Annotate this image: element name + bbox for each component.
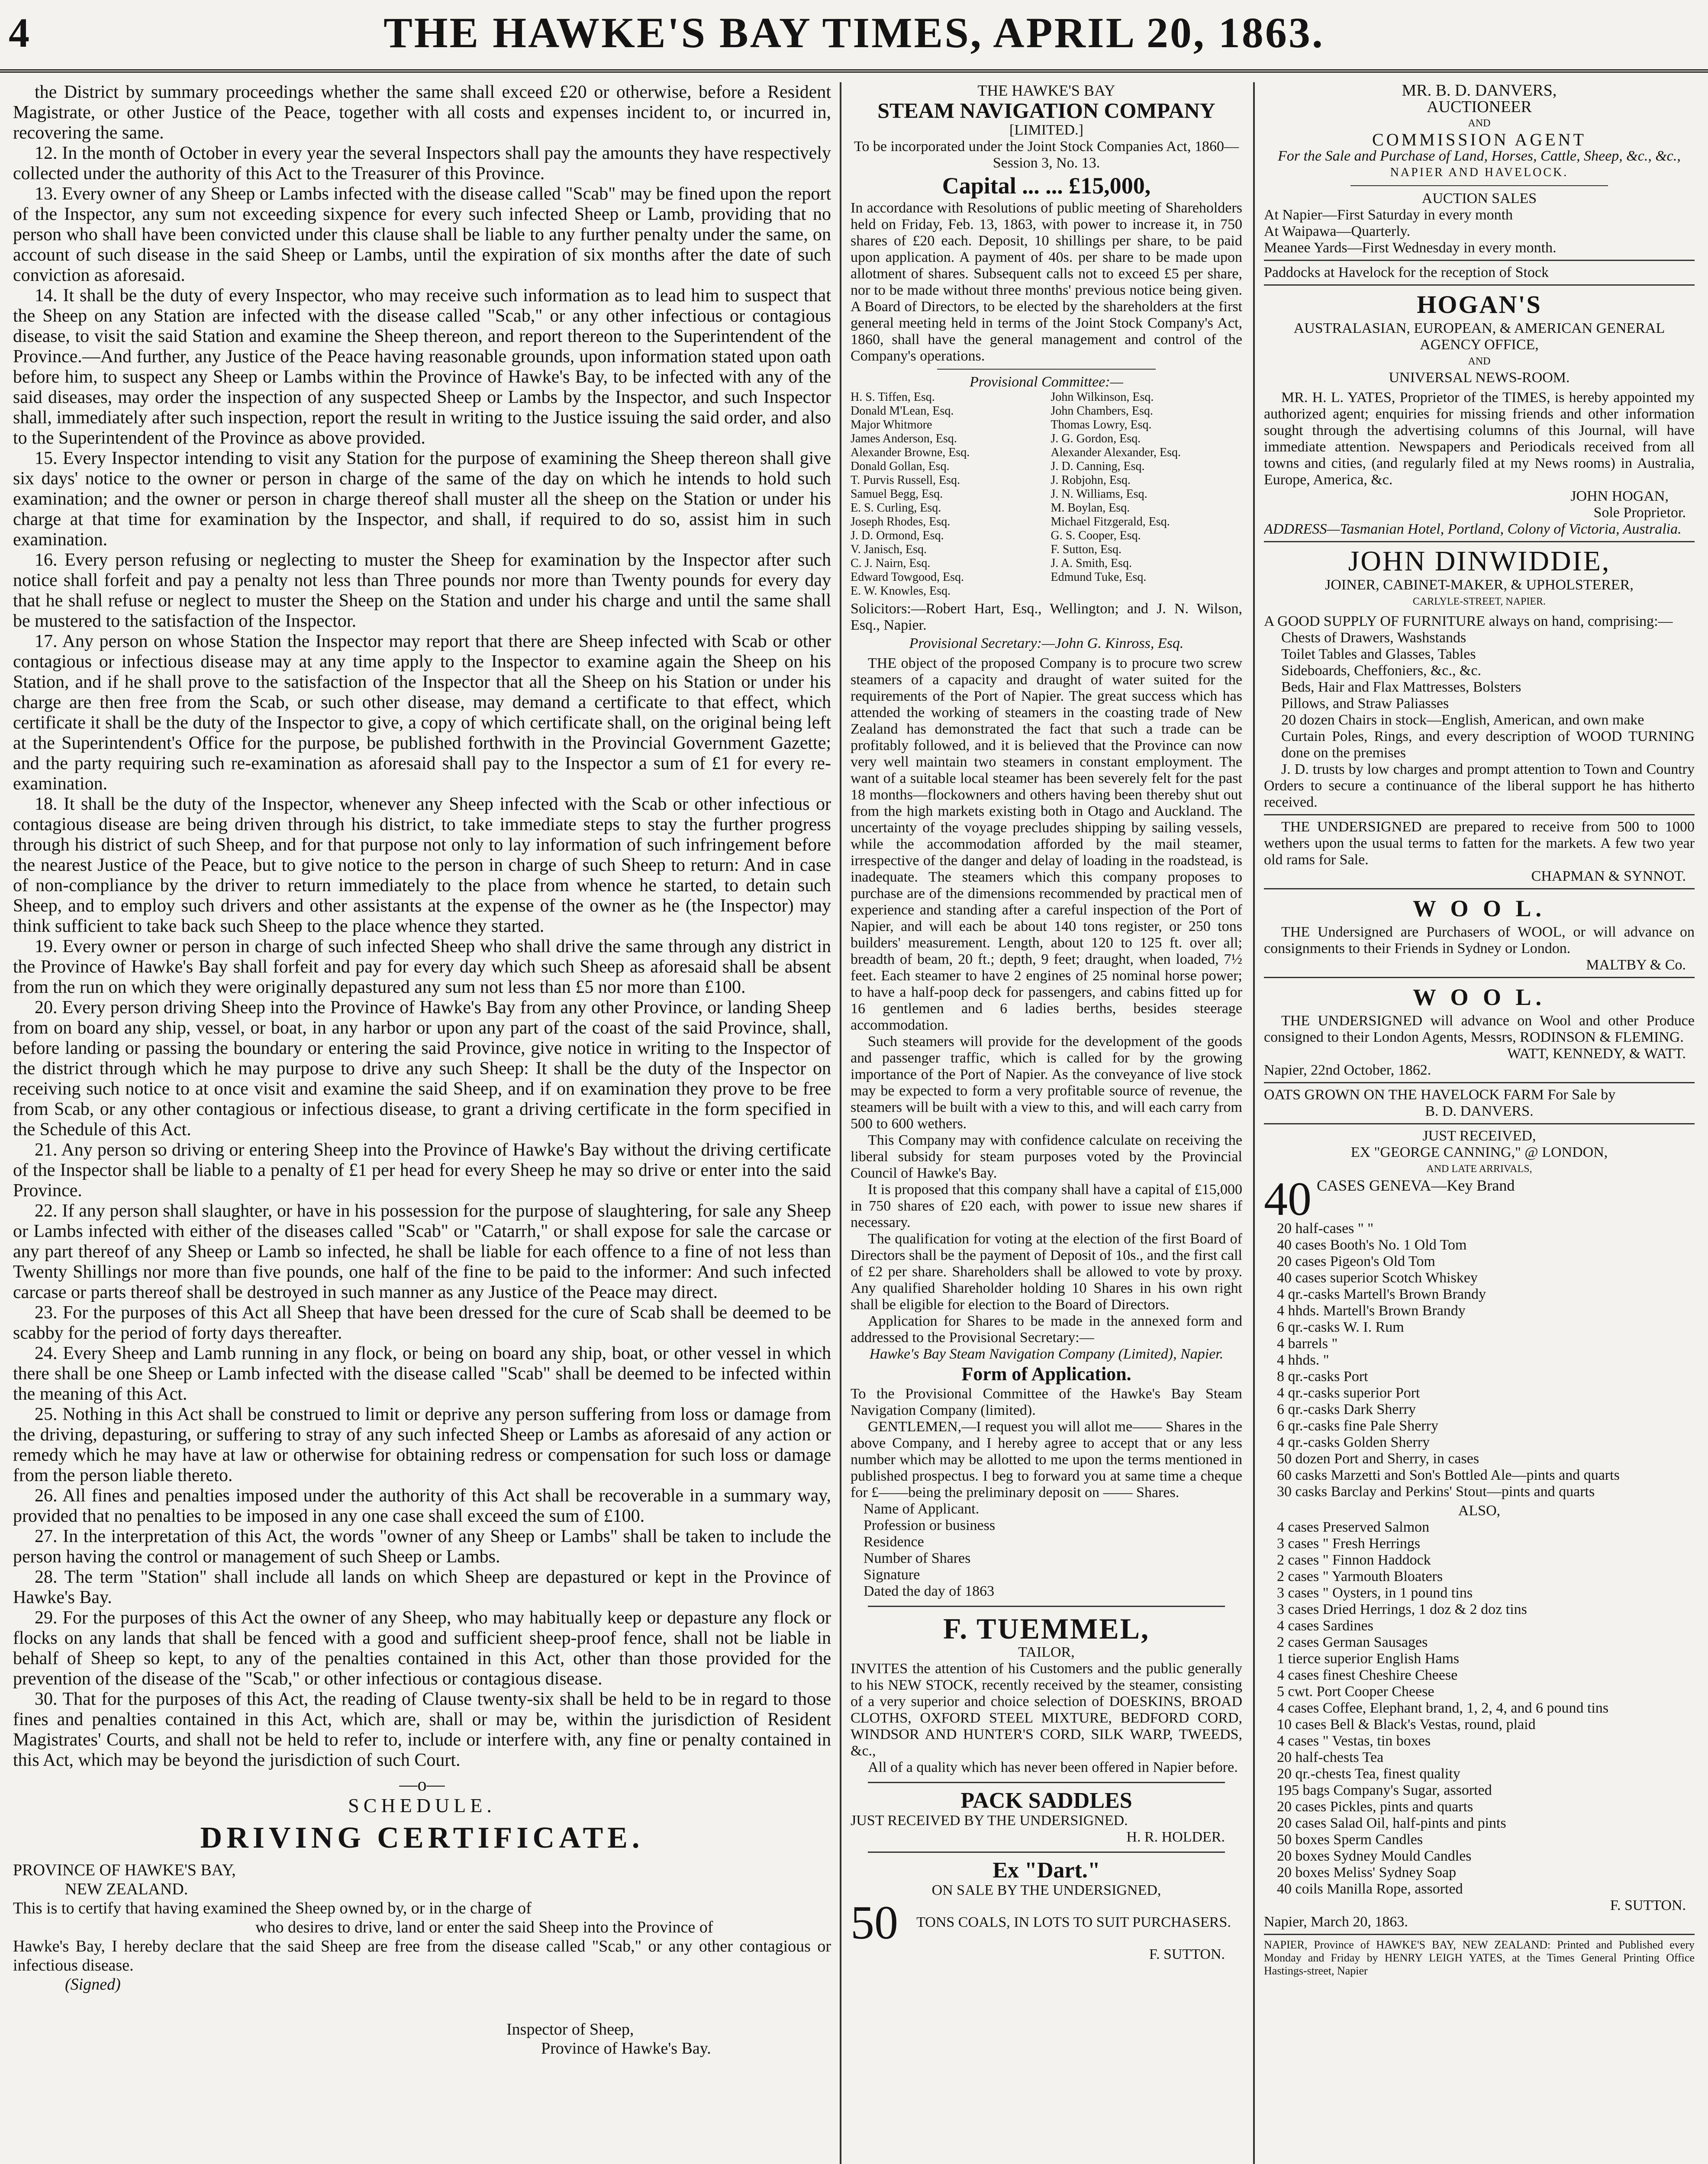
committee-member: J. Robjohn, Esq. [1051,473,1131,487]
committee-member: Michael Fitzgerald, Esq. [1051,515,1170,528]
goods-item: 6 qr.-casks W. I. Rum [1277,1319,1404,1335]
form-to: To the Provisional Committee of the Hawke's Bay Steam Navigation Company (limited). [851,1386,1242,1418]
hogan-text: MR. H. L. YATES, Proprietor of the TIMES, is hereby appointed my authorized agent; enquiries for missing friends and other information sought through the advertising columns of this Journal, will have immediate attention. Newspapers and Periodicals received from all towns and cities, (and regularly filed at my News rooms) in Australia, Europe, America, &c. [1264,390,1695,488]
geneva-line: CASES GENEVA—Key Brand [1317,1177,1515,1194]
goods-item: 10 cases Bell & Black's Vestas, round, plaid [1277,1716,1536,1732]
sale-of: For the Sale and Purchase of Land, Horses, Cattle, Sheep, &c., &c., [1278,148,1681,164]
geneva-block [1264,1172,1695,1225]
act-clauses [13,82,831,1771]
divider [1350,185,1608,186]
goods-item: 3 cases Dried Herrings, 1 doz & 2 doz tins [1277,1601,1527,1617]
goods-item: 2 cases " Finnon Haddock [1277,1552,1431,1568]
imprint: NAPIER, Province of HAWKE'S BAY, NEW ZEALAND: Printed and Published every Monday and Friday by HENRY LEIGH YATES, at the Times General Printing Office Hastings-street, Napier [1264,1939,1695,1977]
furniture-item: Beds, Hair and Flax Mattresses, Bolsters [1281,679,1521,695]
divider [937,369,1156,370]
furniture-items [1264,630,1695,761]
divider [1264,284,1695,286]
column-sheep-act [13,82,831,2164]
act-clause: 17. Any person on whose Station the Inspector may report that there are Sheep infected with Scab or other contagious or infectious disease may at any time apply to the Inspector to examine again the Sheep on his Station, and if he shall prove to the satisfaction of the Inspector that all the Sheep on his Station or under his charge are then free from the Scab, or such other disease, may demand a certificate to that effect, which certificate it shall be the duty of the Inspector to give, a copy of which certificate shall, on the original being left at the Superintendent's Office for the purpose, be published forthwith in the Provincial Government Gazette; and the party requiring such re-examination as aforesaid shall pay to the Inspector a sum of £1 for every re-examination. [13,631,831,794]
company-name: STEAM NAVIGATION COMPANY [877,98,1215,122]
incorporated-text: To be incorporated under the Joint Stock Companies Act, 1860—Session 3, No. 13. [854,138,1239,171]
act-clause: 29. For the purposes of this Act the owner of any Sheep, who may habitually keep or depasture any flock or flocks on any lands that shall be fenced with a good and sufficient sheep-proof fence, shall not be liable in behalf of Sheep so kept, to any of the penalties contained in this Act, other than those provided for the prevention of the disease of the "Scab," or other infectious or contagious disease. [13,1608,831,1689]
cert-text-b: who desires to drive, land or enter the said Sheep into the Province of [255,1918,713,1936]
also-goods-list [1264,1519,1695,1897]
column-steam-navigation [851,82,1242,2164]
committee-member: E. W. Knowles, Esq. [851,584,951,598]
divider [1264,977,1695,978]
goods-item: 4 cases Preserved Salmon [1277,1519,1430,1535]
goods-item: 20 half-chests Tea [1277,1749,1384,1765]
committee-member: Alexander Browne, Esq. [851,446,970,459]
tuemmel-text-2: All of a quality which has never been offered in Napier before. [868,1759,1238,1775]
watt-sig: WATT, KENNEDY, & WATT. [1507,1046,1686,1062]
act-clause: 28. The term "Station" shall include all lands on which Sheep are depastured or kept in the Province of Hawke's Bay. [13,1567,831,1607]
dinwiddie-trade: JOINER, CABINET-MAKER, & UPHOLSTERER, [1325,577,1634,593]
auction-sales: AUCTION SALES [1421,190,1537,206]
committee-member: Donald M'Lean, Esq. [851,404,954,418]
goods-item: 4 qr.-casks Golden Sherry [1277,1434,1430,1450]
committee-member: V. Janisch, Esq. [851,543,927,556]
committee-member: J. D. Ormond, Esq. [851,529,944,542]
just-received: JUST RECEIVED, [1422,1128,1536,1144]
goods-item: 60 casks Marzetti and Son's Bottled Ale—pints and quarts [1277,1467,1620,1483]
capital-heading: Capital ... ... £15,000, [942,173,1151,199]
furniture-text: J. D. trusts by low charges and prompt attention to Town and Country Orders to secure a continuance of the liberal support he has hitherto received. [1264,761,1695,810]
committee-member: J. G. Gordon, Esq. [1051,432,1141,445]
committee-member: John Wilkinson, Esq. [1051,390,1154,404]
object-text-3: This Company may with confidence calculate on receiving the liberal subsidy for steam purposes voted by the Provincial Council of Hawke's Bay. [851,1132,1242,1181]
goods-item: 50 boxes Sperm Candles [1277,1832,1423,1848]
column-advertisements [1264,82,1695,2164]
solicitors-line: Solicitors:—Robert Hart, Esq., Wellington; and J. N. Wilson, Esq., Napier. [851,601,1242,633]
goods-item: 20 cases Salad Oil, half-pints and pints [1277,1815,1506,1831]
goods-item: 20 half-cases " " [1277,1220,1374,1237]
goods-item: 2 cases German Sausages [1277,1634,1428,1650]
act-clause: 21. Any person so driving or entering Sheep into the Province of Hawke's Bay without the driving certificate of the Inspector shall be liable to a penalty of £1 per head for every Sheep he may so drive or enter into the said Province. [13,1140,831,1201]
furniture-item: 20 dozen Chairs in stock—English, American, and own make [1281,712,1644,728]
form-field: Name of Applicant. [864,1501,980,1517]
company-the: THE HAWKE'S BAY [977,82,1115,99]
committee-member: James Anderson, Esq. [851,432,957,445]
secretary-line: Provisional Secretary:—John G. Kinross, Esq. [909,635,1184,651]
big-forty: 40 [1264,1172,1312,1225]
act-clause: 27. In the interpretation of this Act, the words "owner of any Sheep or Lambs" shall be taken to include the person having the control or management of such Sheep or Lambs. [13,1526,831,1567]
act-clause: 23. For the purposes of this Act all Sheep that have been dressed for the cure of Scab shall be deemed to be scabby for the period of forty days thereafter. [13,1303,831,1343]
form-field: Residence [864,1534,924,1550]
committee-member: Donald Gollan, Esq. [851,460,950,473]
signed-line: (Signed) [65,1975,121,1993]
committee-member: F. Sutton, Esq. [1051,543,1121,556]
wool-text-1: THE Undersigned are Purchasers of WOOL, or will advance on consignments to their Friends in Sydney or London. [1264,924,1695,956]
goods-item: 3 cases " Fresh Herrings [1277,1536,1421,1552]
goods-item: 4 cases Sardines [1277,1618,1373,1634]
auction-line: At Waipawa—Quarterly. [1264,223,1411,239]
act-clause: 26. All fines and penalties imposed under the authority of this Act shall be recoverable in a summary way, provided that no penalties to be imposed in any one case shall exceed the sum of £100. [13,1486,831,1526]
hogan-sole: Sole Proprietor. [1593,505,1686,521]
goods-item: 4 hhds. " [1277,1352,1329,1368]
and-label: AND [1468,118,1491,129]
object-text-5: The qualification for voting at the election of the first Board of Directors shall be the payment of Deposit of 10s., and the first call of £2 per share. Shareholders shall be allowed to vote by proxy. Any qualified Shareholder holding 10 Shares in his own right shall be eligible for election to the Board of Directors. [851,1231,1242,1313]
inspector-line: Inspector of Sheep, [506,2020,634,2038]
divider [1264,1082,1695,1083]
province-of-line: Province of Hawke's Bay. [541,2039,711,2058]
act-clause: 12. In the month of October in every year the several Inspectors shall pay the amounts they have respectively collected under the authority of this Act to the Treasurer of this Province. [13,143,831,184]
chapman-sig: CHAPMAN & SYNNOT. [1531,868,1686,884]
committee-list [851,390,1242,598]
committee-member: J. A. Smith, Esq. [1051,557,1132,570]
tuemmel-text: INVITES the attention of his Customers and the public generally to his NEW STOCK, recently received by the steamer, consisting of a very superior and choice selection of DOESKINS, BROAD CLOTHS, OXFORD STEEL MIXTURE, BEDFORD CORD, WINDSOR AND HUNTER'S CORD, SILK WARP, TWEEDS, &c., [851,1661,1242,1759]
divider [1264,888,1695,889]
masthead [0,0,1708,73]
committee-member: G. S. Cooper, Esq. [1051,529,1141,542]
goods-item: 50 dozen Port and Sherry, in cases [1277,1451,1479,1467]
page-number: 4 [9,10,29,56]
schedule-heading: SCHEDULE. [348,1794,496,1816]
committee-member: T. Purvis Russell, Esq. [851,473,960,487]
committee-member: Alexander Alexander, Esq. [1051,446,1181,459]
hogan-and: AND [1468,356,1491,367]
sutton-sig: F. SUTTON. [1149,1946,1225,1962]
pack-text: JUST RECEIVED BY THE UNDERSIGNED. [851,1813,1128,1829]
object-text-6: Application for Shares to be made in the annexed form and addressed to the Provisional Secretary:— [851,1313,1242,1346]
committee-member: H. S. Tiffen, Esq. [851,390,935,404]
dart-heading: Ex "Dart." [993,1858,1100,1883]
object-text-4: It is proposed that this company shall have a capital of £15,000 in 750 shares of £20 each, with power to issue new shares if necessary. [851,1182,1242,1230]
paddocks-line: Paddocks at Havelock for the reception of Stock [1264,264,1549,280]
goods-item: 8 qr.-casks Port [1277,1369,1368,1385]
goods-item: 4 cases " Vestas, tin boxes [1277,1733,1431,1749]
act-clause: 16. Every person refusing or neglecting to muster the Sheep for examination by the Inspector after such notice shall forfeit and pay a penalty not less than Three pounds nor more than Twenty pounds for every day that he shall refuse or neglect to muster the Sheep on the Station and under his charge and until the same shall be mustered to the satisfaction of the Inspector. [13,550,831,631]
goods-item: 30 casks Barclay and Perkins' Stout—pints and quarts [1277,1484,1595,1500]
goods-item: 40 cases Booth's No. 1 Old Tom [1277,1237,1467,1253]
auction-line: At Napier—First Saturday in every month [1264,207,1513,223]
divider [868,1782,1225,1783]
goods-item: 20 boxes Meliss' Sydney Soap [1277,1865,1457,1881]
committee-right [1051,390,1243,598]
committee-member: Major Whitmore [851,418,932,432]
danvers-name: MR. B. D. DANVERS, [1402,82,1557,100]
committee-member: Edward Towgood, Esq. [851,570,964,584]
goods-list [1264,1220,1695,1500]
form-field: Number of Shares [864,1550,971,1566]
chapman-text: THE UNDERSIGNED are prepared to receive from 500 to 1000 wethers upon the usual terms to fatten for the markets. A few two year old rams for Sale. [1264,819,1695,868]
cert-text-c: Hawke's Bay, I hereby declare that the said Sheep are free from the disease called "Scab," or any other contagious or infectious disease. [13,1937,831,1974]
goods-item: 40 cases superior Scotch Whiskey [1277,1270,1478,1286]
goods-item: 4 cases finest Cheshire Cheese [1277,1667,1458,1683]
cert-text-a: This is to certify that having examined the Sheep owned by, or in the charge of [13,1899,532,1917]
goods-item: 4 qr.-casks Martell's Brown Brandy [1277,1286,1486,1302]
pack-saddles: PACK SADDLES [960,1788,1132,1813]
dinwiddie-address: CARLYLE-STREET, NAPIER. [1412,596,1546,607]
form-text: GENTLEMEN,—I request you will allot me—— Shares in the above Company, and I hereby agree to accept that or any less number which may be allotted to me upon the terms mentioned in published prospectus. I beg to forward you at same time a cheque for £——being the preliminary deposit on —— Shares. [851,1419,1242,1501]
goods-item: 4 qr.-casks superior Port [1277,1385,1420,1401]
furniture-item: Toilet Tables and Glasses, Tables [1281,646,1476,662]
goods-item: 4 cases Coffee, Elephant brand, 1, 2, 4, and 6 pound tins [1277,1700,1609,1716]
divider [1264,814,1695,815]
act-clause: 15. Every Inspector intending to visit any Station for the purpose of examining the Sheep thereon shall give six days' notice to the owner or person in charge of the same of the day on which he intends to hold such examination; and the owner or person in charge thereof shall muster all the sheep on the Station or under his charge at that time for examination by the Inspector, and shall, if required to do so, assist him in such examination. [13,448,831,550]
oats-text: OATS GROWN ON THE HAVELOCK FARM For Sale by [1264,1087,1616,1103]
goods-item: 20 cases Pickles, pints and quarts [1277,1799,1473,1815]
divider [1264,1934,1695,1935]
auction-line: Meanee Yards—First Wednesday in every month. [1264,240,1557,256]
tuemmel-name: F. TUEMMEL, [943,1612,1150,1645]
committee-member: J. D. Canning, Esq. [1051,460,1145,473]
committee-member: C. J. Nairn, Esq. [851,557,931,570]
capital-text: In accordance with Resolutions of public meeting of Shareholders held on Friday, Feb. 13, 1863, with power to increase it, in 750 shares of £20 each. Deposit, 10 shillings per share, to be paid upon application. A payment of 40s. per share to be made upon allotment of shares. Subsequent calls not to exceed £5 per share, nor to be made without three months' previous notice being given. A Board of Directors, to be elected by the shareholders at the first general meeting held in terms of the Joint Stock Company's Act, 1860, shall have the general management and control of the Company's operations. [851,200,1242,364]
furniture-item: Chests of Drawers, Washstands [1281,630,1466,646]
committee-member: E. S. Curling, Esq. [851,501,941,515]
hogan-newsroom: UNIVERSAL NEWS-ROOM. [1389,370,1570,386]
divider [1264,1123,1695,1124]
goods-item: 1 tierce superior English Hams [1277,1651,1460,1667]
act-clause: 22. If any person shall slaughter, or have in his possession for the purpose of slaughtering, for sale any Sheep or Lambs infected with either of the diseases called "Scab" or "Catarrh," or shall expose for sale the carcase or any part thereof of any Sheep or Lamb so infected, he shall be liable for each offence to a fine of not less than Twenty Shillings nor more than five pounds, one half of the fine to be paid to the informer: And such infected carcase or parts thereof shall be destroyed in such manner as any Justice of the Peace may direct. [13,1201,831,1302]
divider [1264,541,1695,542]
coal-line-1: ON SALE BY THE UNDERSIGNED, [931,1882,1161,1898]
limited-label: [LIMITED.] [1009,122,1083,138]
committee-member: Samuel Begg, Esq. [851,487,943,501]
furniture-item: Sideboards, Cheffoniers, &c., &c. [1281,663,1482,679]
hogan-heading: HOGAN'S [1417,290,1542,319]
auction-lines [1264,207,1695,256]
goods-item: 6 qr.-casks Dark Sherry [1277,1401,1416,1417]
holder-sig: H. R. HOLDER. [1126,1829,1225,1845]
newspaper-title: THE HAWKE'S BAY TIMES, APRIL 20, 1863. [383,9,1325,57]
goods-item: 5 cwt. Port Cooper Cheese [1277,1684,1434,1700]
act-clause: 14. It shall be the duty of every Inspector, who may receive such information as to lead him to suspect that the Sheep on any Station are infected with the disease called "Scab," or any other infectious or contagious disease, to visit the said Station and examine the Sheep thereon, and report thereon to the Superintendent of the Province.—And further, any Justice of the Peace having reasonable grounds, upon information stated upon oath before him, to suspect any Sheep or Lambs within the Province of Hawke's Bay, to be infected with any of the said diseases, may order the inspection of any suspected Sheep or Lambs by the Inspector, and such Inspector shall, immediately after such inspection, report the result in writing to the Justice issuing the said order, and also to the Superintendent of the Province as above provided. [13,286,831,448]
hogan-signature: JOHN HOGAN, [1570,488,1669,504]
form-field: Profession or business [864,1517,996,1533]
sutton-signature: F. SUTTON. [1610,1897,1686,1913]
commission-agent: COMMISSION AGENT [1372,130,1586,149]
george-canning: EX "GEORGE CANNING," @ LONDON, [1350,1144,1608,1160]
act-clause: 20. Every person driving Sheep into the Province of Hawke's Bay from any other Province, or landing Sheep from on board any ship, vessel, or boat, in any harbor or upon any part of the coast of the said Province, shall, before landing or passing the boundary or entering the said Province, give notice in writing to the Inspector of the district through which he may purpose to drive any such Sheep: It shall be the duty of the Inspector on receiving such notice to at once visit and examine the said Sheep, and if on examination they prove to be free from Scab, or any other contagious or infectious disease, to grant a driving certificate in the form specified in the Schedule of this Act. [13,998,831,1140]
also-label: ALSO, [1458,1503,1501,1519]
column-rule-2 [1253,82,1255,2164]
goods-item: 20 qr.-chests Tea, finest quality [1277,1766,1460,1782]
maltby-sig: MALTBY & Co. [1586,957,1686,973]
province-line: PROVINCE OF HAWKE'S BAY, [13,1861,236,1879]
act-clause: the District by summary proceedings whether the same shall exceed £20 or otherwise, before a Resident Magistrate, or other Justice of the Peace, together with all costs and expenses incident to, or incurred in, recovering the same. [13,82,831,143]
form-fields [851,1501,1242,1583]
goods-item: 4 hhds. Martell's Brown Brandy [1277,1303,1466,1319]
committee-member: Edmund Tuke, Esq. [1051,570,1147,584]
form-field: Signature [864,1567,920,1583]
goods-item: 4 barrels " [1277,1336,1338,1352]
committee-member: J. N. Williams, Esq. [1051,487,1147,501]
object-text: THE object of the proposed Company is to procure two screw steamers of a capacity and draught of water suited for the requirements of the Port of Napier. The great success which has attended the working of steamers in the coasting trade of New Zealand has demonstrated the fact that such a trade can be profitably followed, and it is believed that the Province can now very well maintain two steamers in constant employment. The want of a suitable local steamer has been severely felt for the past 18 months—flockowners and others having been thereby shut out from the high markets existing both in Otago and Auckland. The uncertainty of the voyage precludes shipping by sailing vessels, while the accommodation afforded by the mail steamer, irrespective of the danger and delay of loading in the roadstead, is inadequate. The steamers which this company proposes to purchase are of the dimensions recommended by practical men of experience and standing after a careful inspection of the Port of Napier, and will each be about 140 tons register, or 250 tons builders' measurement. Length, about 120 to 125 ft. over all; breadth of beam, 20 ft.; depth, 9 feet; draught, when loaded, 7½ feet. Each steamer to have 2 engines of 25 nominal horse power; to have a half-poop deck for passengers, and cabins fitted up for 16 gentlemen and 6 ladies berths, besides steerage accommodation. [851,655,1242,1033]
divider [868,1852,1225,1853]
column-rule-1 [840,82,841,2164]
committee-heading: Provisional Committee:— [970,374,1123,390]
wool-text-2: THE UNDERSIGNED will advance on Wool and other Produce consigned to their London Agents, Messrs, RODINSON & FLEMING. [1264,1013,1695,1045]
committee-member: M. Boylan, Esq. [1051,501,1130,515]
furniture-item: Pillows, and Straw Paliasses [1281,696,1449,712]
furniture-heading: A GOOD SUPPLY OF FURNITURE always on hand, comprising:— [1264,613,1673,629]
wool-heading-1: W O O L. [1412,895,1546,921]
act-clause: 24. Every Sheep and Lamb running in any flock, or being on board any ship, boat, or other vessel in which there shall be one Sheep or Lamb infected with the disease called "Scab" shall be deemed to be infected within the meaning of this Act. [13,1343,831,1404]
oats-sig: B. D. DANVERS. [1425,1103,1534,1119]
coal-number: 50 [851,1896,898,1949]
committee-left [851,390,1042,598]
object-text-7: Hawke's Bay Steam Navigation Company (Limited), Napier. [869,1346,1224,1362]
dinwiddie-name: JOHN DINWIDDIE, [1348,545,1611,577]
act-clause: 18. It shall be the duty of the Inspector, whenever any Sheep infected with the Scab or other infectious or contagious disease are being driven through his district, to take immediate steps to stay the further progress through his district of such Sheep, and for that purpose not only to lay information of such infringement before the nearest Justice of the Peace, but to give notice to the person in charge of such Sheep to return: And in case of non-compliance by the driver to return immediately to the place from whence he started, to detain such Sheep, and to employ such drivers and other assistants at the expense of the owner as he (the Inspector) may think sufficient to take back such Sheep to the place whence they started. [13,794,831,936]
act-clause: 25. Nothing in this Act shall be construed to limit or deprive any person suffering from loss or damage from the driving, depasturing, or suffering to stray of any such infected Sheep or Lambs as aforesaid of any action or remedy which he may have at law or otherwise for obtaining redress or compensation for such loss or damage from the person liable thereto. [13,1404,831,1485]
tailor-label: TAILOR, [1018,1644,1075,1660]
coal-block [851,1896,1242,1949]
act-clause: 13. Every owner of any Sheep or Lambs infected with the disease called "Scab" may be fined upon the report of the Inspector, any sum not exceeding sixpence for every such infected Sheep or Lamb, providing that no person who shall have been convicted under this clause shall be liable to any further penalty under the same, on account of such disease in the said Sheep or Lambs, until the expiration of six months after the date of such conviction as aforesaid. [13,184,831,285]
divider [868,1606,1225,1607]
divider [1264,260,1695,261]
goods-item: 195 bags Company's Sugar, assorted [1277,1782,1492,1798]
driving-certificate-heading: DRIVING CERTIFICATE. [200,1821,644,1855]
act-clause: 19. Every owner or person in charge of such infected Sheep who shall drive the same through any district in the Province of Hawke's Bay shall forfeit and pay for every day which such Sheep as aforesaid shall be absent from the run on which they were originally depastured any sum not less than £5 nor more than £100. [13,937,831,997]
ornament: —o— [399,1775,445,1795]
watt-date: Napier, 22nd October, 1862. [1264,1062,1431,1078]
goods-item: 20 cases Pigeon's Old Tom [1277,1253,1435,1269]
napier-havelock: NAPIER AND HAVELOCK. [1390,166,1569,179]
act-clause: 30. That for the purposes of this Act, the reading of Clause twenty-six shall be held to be in regard to those fines and penalties contained in this Act, which are, shall or may be, within the jurisdiction of Resident Magistrates' Courts, and shall not be held to refer to, include or interfere with, any fine or penalty contained in this Act, which may be beyond the jurisdiction of such Court. [13,1689,831,1770]
auctioneer: AUCTIONEER [1427,98,1532,116]
object-text-2: Such steamers will provide for the development of the goods and passenger traffic, which is called for by the growing importance of the Port of Napier. As the conveyance of live stock may be expected to form a very profitable source of revenue, the steamers will be built with a view to this, and will each carry from 500 to 600 wethers. [851,1034,1242,1132]
form-heading: Form of Application. [961,1363,1131,1385]
committee-member: John Chambers, Esq. [1051,404,1153,418]
hogan-subheading: AUSTRALASIAN, EUROPEAN, & AMERICAN GENERAL AGENCY OFFICE, [1293,320,1665,353]
hogan-address: ADDRESS—Tasmanian Hotel, Portland, Colony of Victoria, Australia. [1264,521,1682,537]
dated-line: Dated the day of 1863 [864,1583,995,1599]
goods-item: 2 cases " Yarmouth Bloaters [1277,1568,1443,1584]
sutton-date: Napier, March 20, 1863. [1264,1914,1408,1930]
province-nz: NEW ZEALAND. [65,1880,188,1898]
goods-item: 20 boxes Sydney Mould Candles [1277,1848,1472,1864]
goods-item: 3 cases " Oysters, in 1 pound tins [1277,1585,1473,1601]
committee-member: Thomas Lowry, Esq. [1051,418,1152,432]
late-arrivals: AND LATE ARRIVALS, [1426,1163,1532,1175]
furniture-item: Curtain Poles, Rings, and every description of WOOD TURNING done on the premises [1281,728,1695,761]
coal-line-2: TONS COALS, IN LOTS TO SUIT PURCHASERS. [916,1914,1231,1930]
committee-member: Joseph Rhodes, Esq. [851,515,951,528]
wool-heading-2: W O O L. [1412,984,1546,1010]
goods-item: 6 qr.-casks fine Pale Sherry [1277,1418,1438,1434]
goods-item: 40 coils Manilla Rope, assorted [1277,1881,1463,1897]
